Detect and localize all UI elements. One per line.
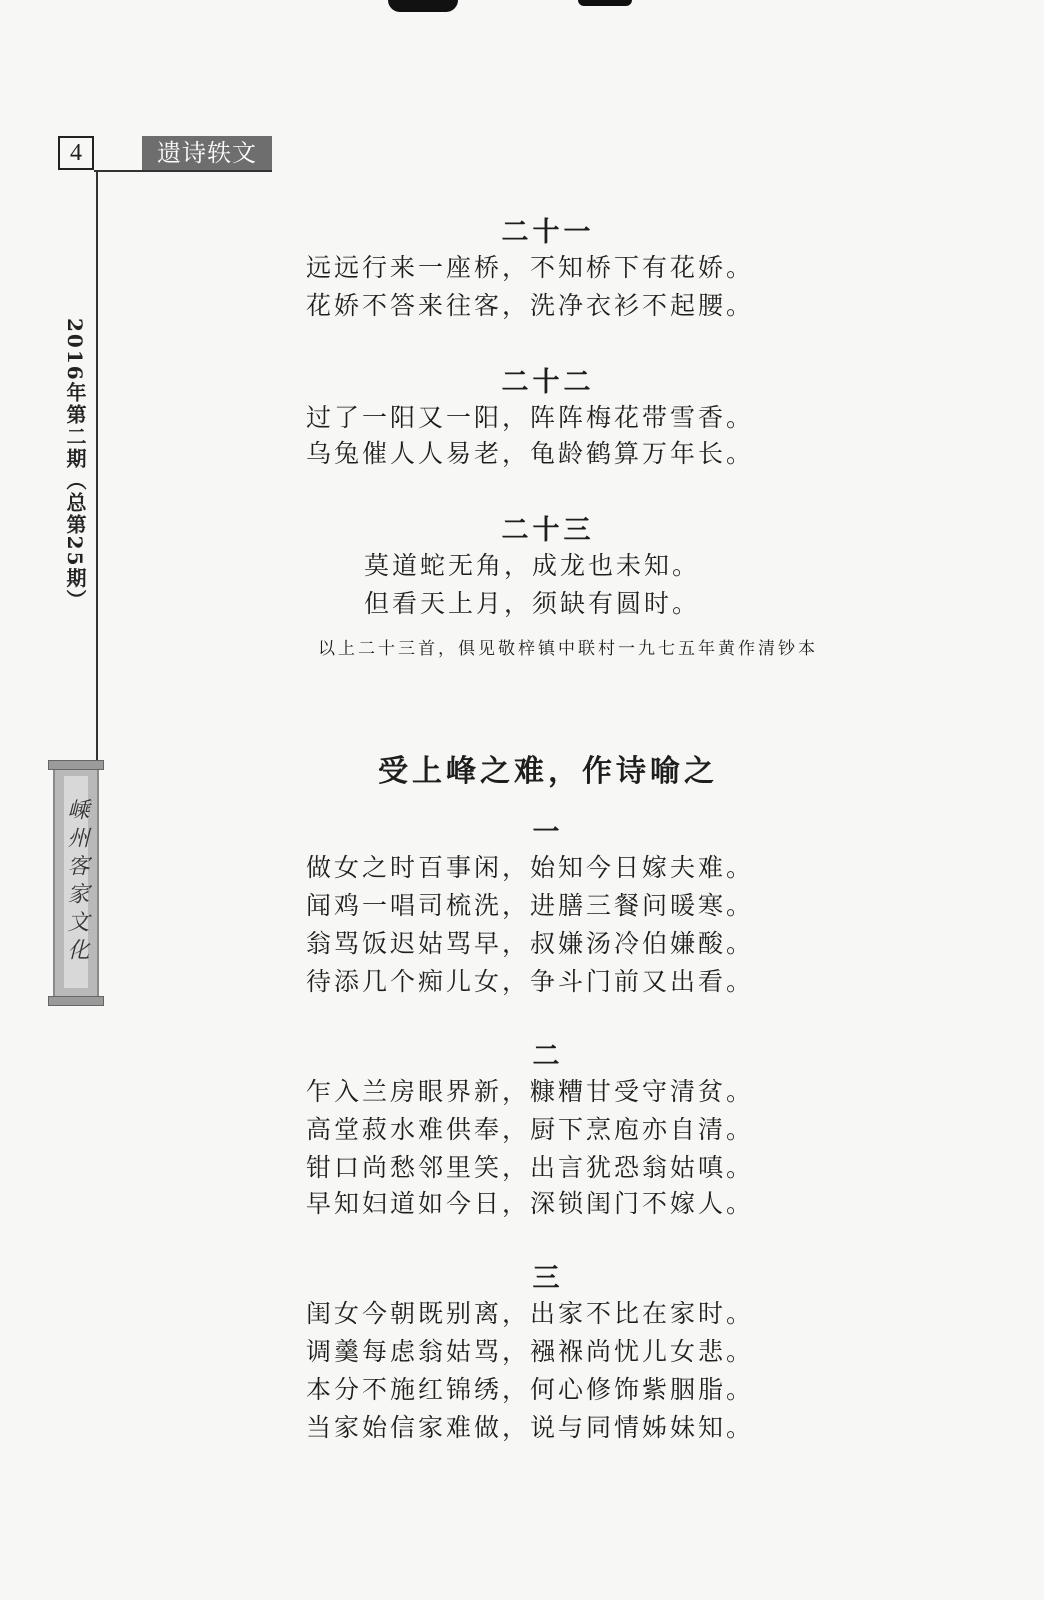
poem-line: 本分不施红锦绣，何心修饰紫胭脂。 <box>306 1375 755 1404</box>
poem-heading: 二十一 <box>501 217 595 248</box>
scan-smudge <box>578 0 632 6</box>
scroll-rod-bottom <box>48 996 104 1006</box>
poem-line: 乌兔催人人易老，龟龄鹤算万年长。 <box>306 439 755 468</box>
poem-line: 早知妇道如今日，深锁闺门不嫁人。 <box>306 1189 755 1218</box>
poem-heading: 二十二 <box>501 367 595 398</box>
poem-heading: 三 <box>532 1263 564 1294</box>
poem-line: 高堂菽水难供奉，厨下烹庖亦自清。 <box>306 1115 755 1144</box>
poem-line: 但看天上月，须缺有圆时。 <box>364 589 701 618</box>
poem-line: 闺女今朝既别离，出家不比在家时。 <box>306 1299 755 1328</box>
poem-line: 莫道蛇无角，成龙也未知。 <box>364 551 701 580</box>
poem-line: 远远行来一座桥，不知桥下有花娇。 <box>306 253 755 282</box>
header-rule <box>94 170 272 172</box>
page-number: 4 <box>58 136 94 170</box>
scroll-calligraphy-text: 嵊州客家文化 <box>64 776 88 988</box>
poem-heading: 二十三 <box>501 515 595 546</box>
issue-label: 2016年第二期（总第25期） <box>63 318 87 612</box>
poem-line: 闻鸡一唱司梳洗，进膳三餐问暖寒。 <box>306 891 755 920</box>
scroll-paper <box>53 770 99 996</box>
source-note: 以上二十三首，俱见敬梓镇中联村一九七五年黄作清钞本 <box>318 639 818 659</box>
poem-line: 当家始信家难做，说与同情姊妹知。 <box>306 1413 755 1442</box>
poem-heading: 一 <box>532 817 564 848</box>
calligraphy-scroll <box>48 760 104 1006</box>
poem-line: 翁骂饭迟姑骂早，叔嫌汤冷伯嫌酸。 <box>306 929 755 958</box>
poem-heading: 二 <box>532 1041 564 1072</box>
poem-line: 做女之时百事闲，始知今日嫁夫难。 <box>306 853 755 882</box>
section-tag: 遗诗轶文 <box>142 136 272 170</box>
poem-title: 受上峰之难，作诗喻之 <box>378 754 718 789</box>
poem-line: 钳口尚愁邻里笑，出言犹恐翁姑嗔。 <box>306 1153 755 1182</box>
poem-line: 调羹每虑翁姑骂，襁褓尚忧儿女悲。 <box>306 1337 755 1366</box>
poem-line: 花娇不答来往客，洗净衣衫不起腰。 <box>306 291 755 320</box>
scan-smudge <box>388 0 458 12</box>
margin-rule <box>96 170 98 762</box>
poem-line: 乍入兰房眼界新，糠糟甘受守清贫。 <box>306 1077 755 1106</box>
poem-line: 待添几个痴儿女，争斗门前又出看。 <box>306 967 755 996</box>
poem-line: 过了一阳又一阳，阵阵梅花带雪香。 <box>306 403 755 432</box>
